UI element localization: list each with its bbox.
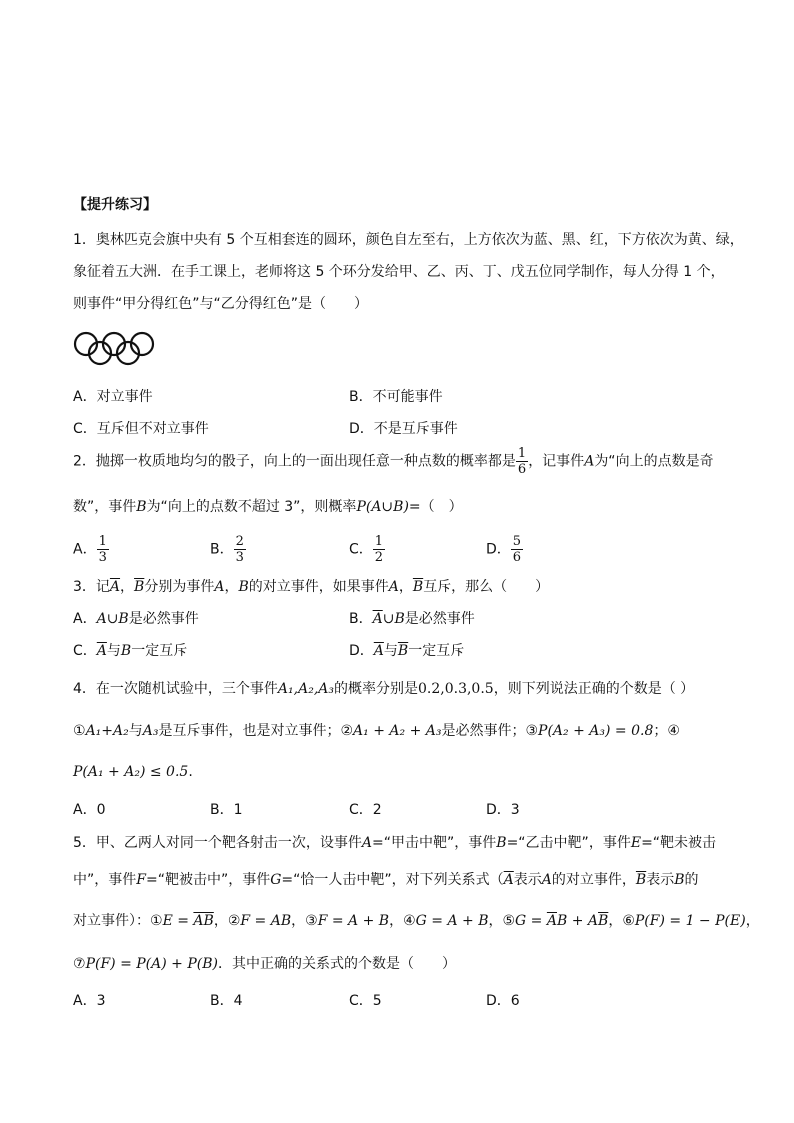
q5-l1a: 5．甲、乙两人对同一个靶各射击一次，设事件: [73, 835, 362, 851]
q4-s3-math: P(A₂ + A₃) = 0.8: [538, 723, 654, 739]
q3-c-label: C．: [73, 643, 97, 659]
q3-c-b: B: [120, 643, 132, 659]
q3-s-d: 的对立事件，如果事件: [248, 579, 389, 595]
q5-l2-F: F: [136, 872, 146, 888]
q5-l3a: 对立事件）：①: [73, 913, 163, 929]
q3-sep: ，: [120, 579, 135, 595]
q3-stem: [73, 578, 549, 596]
q3-s-b: 分别为事件: [144, 579, 215, 595]
q2-opt-c-den: 2: [374, 550, 384, 565]
q5-l2-bbar: $\overline{B}$: [635, 872, 647, 888]
q1-line1: 1．奥林匹克会旗中央有 5 个互相套连的圆环，颜色自左至右，上方依次为蓝、黑、红，下方依次为黄、绿，: [73, 232, 744, 248]
q5-l1-B: B: [496, 835, 507, 851]
q2-l2b: 为“向上的点数不超过 3”，则概率: [146, 499, 357, 515]
q5-l2-G: G: [270, 872, 282, 888]
q5-l3f: ，⑥: [608, 913, 635, 929]
q4-option-b: B．1: [210, 802, 243, 818]
q3-s-a: 3．记: [73, 579, 110, 595]
q5-l1c: =“乙击中靶”，事件: [506, 835, 631, 851]
q2-fraction: [516, 446, 528, 477]
q5-l1-E: E: [630, 835, 642, 851]
q5-r6: P(F) = 1 − P(E): [634, 913, 746, 929]
q4-s2-math: A₁ + A₂ + A₃: [353, 723, 442, 739]
q3-option-b: [349, 610, 475, 628]
q4-option-a: A．0: [73, 802, 106, 818]
q3-c-text: 一定互斥: [131, 643, 188, 659]
q2-opt-b-den: 3: [235, 550, 244, 565]
q5-line1: [73, 834, 716, 852]
q5-r5a: G =: [515, 913, 547, 929]
q5-l2g: 的: [684, 872, 699, 888]
q2-frac-num: 1: [517, 446, 527, 461]
q2-opt-c-label: C．: [349, 541, 373, 558]
q5-r3: F = A + B: [317, 913, 390, 929]
q2-prefix: 2．抛掷一枚质地均匀的骰子，向上的一面出现任意一种点数的概率都是: [73, 453, 516, 470]
q5-l2e: 的对立事件，: [551, 872, 636, 888]
q5-l2-abar: $\overline{A}$: [503, 872, 514, 888]
q3-bbar2: $\overline{B}$: [412, 579, 424, 595]
q2-mid: ，记事件: [528, 453, 585, 470]
q3-b-cup: ∪: [382, 611, 395, 627]
q3-bbar: $\overline{B}$: [134, 579, 145, 595]
q4-s2-text: 是必然事件；③: [441, 723, 539, 739]
q5-r4: G = A + B: [415, 913, 489, 929]
q4-statements: [73, 722, 680, 740]
q3-s-e: ，: [398, 579, 413, 595]
q2-opt-c-frac: [373, 534, 385, 565]
q4-s1-math: A₁+A₂: [85, 723, 129, 739]
q3-d-label: D．: [349, 643, 374, 659]
q2-line1: [73, 446, 714, 477]
q5-line4: [73, 955, 456, 973]
q4-s4-end: .: [188, 764, 193, 780]
q5-r1-bar: $\overline{AB}$: [193, 913, 214, 929]
q5-option-d: D．6: [486, 993, 520, 1009]
q5-l1-A: A: [361, 835, 373, 851]
q2-opt-b-frac: [234, 534, 246, 565]
olympic-rings-image: [73, 330, 163, 366]
q5-l1d: =“靶未被击: [641, 835, 717, 851]
q3-option-d: [349, 642, 464, 660]
q2-opt-a-label: A．: [73, 541, 97, 558]
q3-d-abar: $\overline{A}$: [373, 643, 384, 659]
q5-r2: F = AB: [240, 913, 292, 929]
q3-d-bbar: $\overline{B}$: [397, 643, 409, 659]
q3-option-a: [73, 610, 199, 628]
q2-opt-d-frac: [511, 534, 523, 565]
q5-r5d: $\overline{B}$: [598, 913, 609, 929]
q2-opt-d-num: 5: [512, 534, 522, 549]
q5-l3d: ，④: [389, 913, 416, 929]
q5-r5c: B + A: [557, 913, 599, 929]
q2-option-b: [210, 534, 246, 565]
q5-r7: P(F) = P(A) + P(B): [85, 956, 218, 972]
q4-s1-text: 是互斥事件，也是对立事件；②: [158, 723, 354, 739]
q5-l4b: ．其中正确的关系式的个数是（ ）: [217, 956, 456, 972]
q4-s-c: ，则下列说法正确的个数是（ ）: [493, 681, 695, 697]
q3-a-text: 是必然事件: [128, 611, 199, 627]
q5-line2: [73, 871, 699, 889]
q3-ev-a2: A: [388, 579, 399, 595]
q2-l2c: =（ ）: [408, 499, 463, 515]
q5-option-c: C．5: [349, 993, 382, 1009]
q5-l3c: ，③: [291, 913, 318, 929]
q3-b-label: B．: [349, 611, 373, 627]
q2-option-c: [349, 534, 385, 565]
q1-line2: 象征着五大洲．在手工课上，老师将这 5 个环分发给甲、乙、丙、丁、戊五位同学制作，每人分得 1 个，: [73, 264, 725, 280]
q5-l3b: ，②: [213, 913, 241, 929]
q3-d-text: 一定互斥: [408, 643, 465, 659]
q1-option-a: A．对立事件: [73, 389, 153, 405]
q5-l2d: 表示: [513, 872, 542, 888]
q4-probs: 0.2,0.3,0.5: [418, 681, 494, 697]
q4-s-a: 4．在一次随机试验中，三个事件: [73, 681, 278, 697]
q5-option-b: B．4: [210, 993, 243, 1009]
q5-r1: E =: [162, 913, 194, 929]
q1-line3: 则事件“甲分得红色”与“乙分得红色”是（ ）: [73, 296, 369, 312]
q3-c-abar: $\overline{A}$: [96, 643, 107, 659]
q2-opt-c-num: 1: [374, 534, 384, 549]
q4-option-d: D．3: [486, 802, 520, 818]
q3-abar: $\overline{A}$: [109, 579, 121, 595]
q5-l2-B: B: [674, 872, 685, 888]
q2-opt-b-num: 2: [235, 534, 244, 549]
q3-b-b: B: [394, 611, 405, 627]
q4-s-b: 的概率分别是: [334, 681, 418, 697]
q5-l3e: ，⑤: [488, 913, 516, 929]
q5-l2a: 中”，事件: [73, 872, 137, 888]
q2-option-a: [73, 534, 109, 565]
q4-stem: [73, 680, 694, 698]
q4-s1-a3: A₃: [142, 723, 159, 739]
q4-statement-4: [73, 763, 193, 781]
q5-l1b: =“甲击中靶”，事件: [372, 835, 497, 851]
q5-l2b: =“靶被击中”，事件: [145, 872, 271, 888]
q5-l3g: ，: [745, 913, 760, 929]
q5-l2-A: A: [541, 872, 552, 888]
q3-s-f: 互斥，那么（ ）: [423, 579, 550, 595]
q5-option-a: A．3: [73, 993, 106, 1009]
q2-opt-a-den: 3: [98, 550, 107, 565]
q4-option-c: C．2: [349, 802, 382, 818]
q3-ev-b: B: [238, 579, 249, 595]
q2-suffix: 为“向上的点数是奇: [594, 453, 714, 470]
q2-option-d: [486, 534, 523, 565]
q4-s1-mid: 与: [128, 723, 143, 739]
q3-a-label: A．: [73, 611, 97, 627]
section-title: 【提升练习】: [73, 197, 157, 213]
q2-opt-a-num: 1: [98, 534, 107, 549]
q2-event-b: B: [136, 499, 147, 515]
q1-option-d: D．不是互斥事件: [349, 421, 458, 437]
q3-s-c: ，: [224, 579, 239, 595]
q3-option-c: [73, 642, 187, 660]
q5-r5b: $\overline{A}$: [546, 913, 557, 929]
q5-l2c: =“恰一人击中靶”，对下列关系式（: [281, 872, 504, 888]
q2-line2: [73, 498, 463, 516]
q5-l2f: 表示: [646, 872, 675, 888]
q3-ev-a: A: [214, 579, 225, 595]
q2-opt-a-frac: [97, 534, 109, 565]
q3-b-abar: $\overline{A}$: [372, 611, 383, 627]
q2-opt-d-label: D．: [486, 541, 511, 558]
q5-line3: [73, 912, 760, 930]
q2-frac-den: 6: [517, 462, 527, 477]
q2-l2a: 数”，事件: [73, 499, 137, 515]
q5-l4a: ⑦: [73, 956, 86, 972]
q4-s3-text: ；④: [653, 723, 680, 739]
q2-prob-expr: P(A∪B): [356, 499, 409, 515]
q1-option-b: B．不可能事件: [349, 389, 443, 405]
q2-event-a: A: [584, 453, 595, 470]
q3-a-math: A∪B: [96, 611, 129, 627]
q3-c-mid: 与: [106, 643, 121, 659]
q2-opt-d-den: 6: [512, 550, 522, 565]
q4-s1-mark: ①: [73, 723, 86, 739]
q4-s4-math: P(A₁ + A₂) ≤ 0.5: [73, 764, 189, 780]
q3-b-text: 是必然事件: [404, 611, 475, 627]
q1-option-c: C．互斥但不对立事件: [73, 421, 209, 437]
q4-events: A₁,A₂,A₃: [277, 681, 334, 697]
q2-opt-b-label: B．: [210, 541, 234, 558]
q3-d-mid: 与: [383, 643, 398, 659]
